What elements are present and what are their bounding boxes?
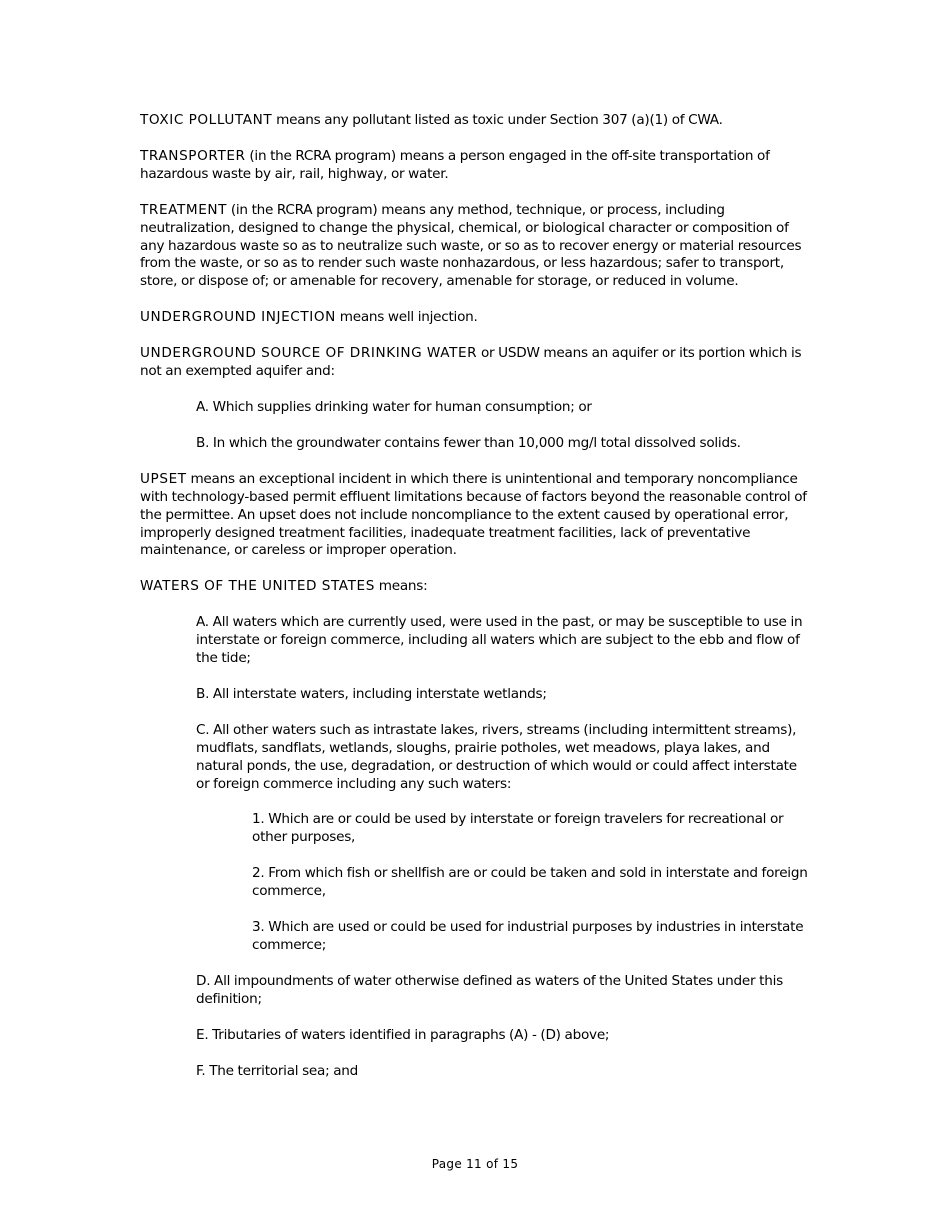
- term-heading: TOXIC POLLUTANT: [140, 112, 273, 128]
- definition-upset: [140, 471, 810, 561]
- definition-text: (in the RCRA program) means any method, technique, or process, including neutralization, designed to change the physical, chemical, or biological character or composition of any hazardous waste so as to neutralize such waste, or so as to recover energy or material resources from the waste, or so as to render such waste nonhazardous, or less hazardous; safer to transport, store, or dispose of; or amenable for recovery, amenable for storage, or reduced in volume.: [140, 201, 802, 290]
- sub-list-item: 1. Which are or could be used by interstate or foreign travelers for recreational or other purposes,: [252, 811, 784, 846]
- term-heading: TRANSPORTER: [140, 147, 246, 164]
- list-item: C. All other waters such as intrastate lakes, rivers, streams (including intermittent streams), mudflats, sandflats, wetlands, sloughs, prairie potholes, wet meadows, playa lakes, and natural ponds, the use, degradation, or destruction of which would or could affect interstate or foreign commerce including any such waters:: [196, 721, 797, 792]
- definition-usdw: [140, 345, 810, 381]
- document-page: [140, 112, 810, 1099]
- definition-text: (in the RCRA program) means a person engaged in the off-site transportation of hazardous waste by air, rail, highway, or water.: [140, 147, 770, 182]
- list-item: A. All waters which are currently used, were used in the past, or may be susceptible to use in interstate or foreign commerce, including all waters which are subject to the ebb and flow of the tide;: [196, 614, 803, 667]
- list-item: E. Tributaries of waters identified in paragraphs (A) - (D) above;: [196, 1026, 610, 1043]
- list-item: D. All impoundments of water otherwise defined as waters of the United States under this definition;: [196, 972, 783, 1007]
- definition-underground-injection: [140, 309, 810, 327]
- definition-toxic-pollutant: [140, 112, 810, 130]
- term-heading: WATERS OF THE UNITED STATES: [140, 578, 375, 595]
- page-number: Page 11 of 15: [431, 1157, 519, 1171]
- list-item: A. Which supplies drinking water for human consumption; or: [196, 398, 592, 415]
- sub-list-item: 2. From which fish or shellfish are or could be taken and sold in interstate and foreign commerce,: [252, 865, 808, 900]
- definition-treatment: [140, 202, 810, 292]
- sub-list-item: 3. Which are used or could be used for industrial purposes by industries in interstate commerce;: [252, 919, 804, 953]
- term-heading: UNDERGROUND INJECTION: [140, 309, 336, 326]
- definition-text: means:: [374, 578, 428, 595]
- definition-waters-of-the-united-states: [140, 578, 810, 596]
- list-item: B. All interstate waters, including interstate wetlands;: [196, 685, 547, 702]
- term-heading: UPSET: [140, 470, 187, 487]
- definition-text: means an exceptional incident in which there is unintentional and temporary noncompliance with technology-based permit effluent limitations because of factors beyond the reasonable control of the permittee. An upset does not include noncompliance to the extent caused by operational error, improperly designed treatment facilities, inadequate treatment facilities, lack of preventative maintenance, or careless or improper operation.: [140, 470, 807, 559]
- definition-transporter: [140, 148, 810, 184]
- list-item: F. The territorial sea; and: [196, 1062, 359, 1079]
- definition-text: means well injection.: [335, 309, 478, 326]
- definition-text: means any pollutant listed as toxic under Section 307 (a)(1) of CWA.: [272, 112, 723, 128]
- list-item: B. In which the groundwater contains fewer than 10,000 mg/l total dissolved solids.: [196, 434, 741, 451]
- term-heading: UNDERGROUND SOURCE OF DRINKING WATER: [140, 345, 478, 362]
- definition-text: or USDW means an aquifer or its portion which is not an exempted aquifer and:: [140, 345, 802, 380]
- term-heading: TREATMENT: [140, 201, 228, 218]
